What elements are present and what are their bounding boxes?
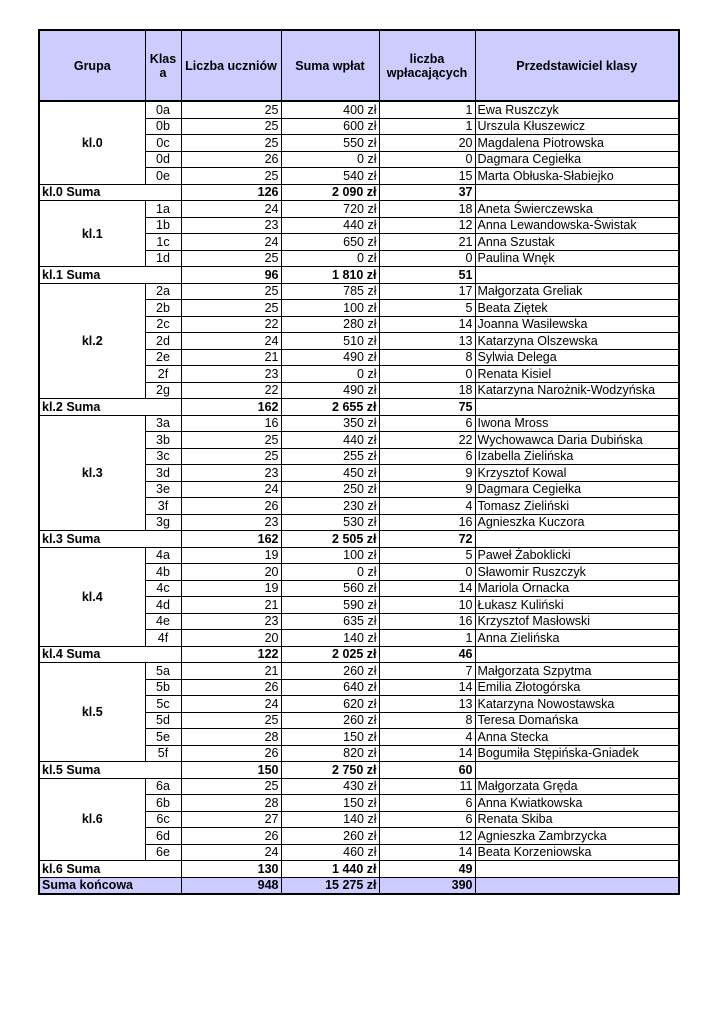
students-cell: 25	[181, 712, 281, 729]
sum-payments: 2 655 zł	[281, 399, 379, 416]
students-cell: 25	[181, 101, 281, 118]
students-cell: 25	[181, 778, 281, 795]
header-class: Klas a	[145, 30, 181, 101]
sum-payers: 72	[379, 531, 475, 548]
payments-cell: 0 zł	[281, 250, 379, 267]
class-cell: 5b	[145, 679, 181, 696]
sum-label: kl.3 Suma	[39, 531, 181, 548]
class-cell: 1b	[145, 217, 181, 234]
payers-cell: 6	[379, 415, 475, 432]
class-cell: 5c	[145, 696, 181, 713]
representative-cell: Paweł Żaboklicki	[475, 547, 679, 564]
students-cell: 26	[181, 828, 281, 845]
students-cell: 22	[181, 382, 281, 399]
students-cell: 24	[181, 844, 281, 861]
class-cell: 0e	[145, 168, 181, 185]
representative-cell: Anna Kwiatkowska	[475, 795, 679, 812]
payments-cell: 150 zł	[281, 729, 379, 746]
payments-cell: 400 zł	[281, 101, 379, 118]
payments-cell: 430 zł	[281, 778, 379, 795]
payments-cell: 560 zł	[281, 580, 379, 597]
payments-cell: 350 zł	[281, 415, 379, 432]
grand-total-row	[39, 877, 679, 894]
representative-cell: Marta Obłuska-Słabiejko	[475, 168, 679, 185]
payments-cell: 260 zł	[281, 712, 379, 729]
payments-cell: 540 zł	[281, 168, 379, 185]
group-sum-row	[39, 531, 679, 548]
representative-cell: Małgorzata Greliak	[475, 283, 679, 300]
students-cell: 26	[181, 679, 281, 696]
sum-empty	[475, 531, 679, 548]
class-cell: 5e	[145, 729, 181, 746]
total-payers: 390	[379, 877, 475, 894]
payers-cell: 8	[379, 712, 475, 729]
total-label: Suma końcowa	[39, 877, 181, 894]
payments-cell: 550 zł	[281, 135, 379, 152]
payments-cell: 100 zł	[281, 300, 379, 317]
header-representative: Przedstawiciel klasy	[475, 30, 679, 101]
payments-cell: 260 zł	[281, 828, 379, 845]
students-cell: 27	[181, 811, 281, 828]
class-cell: 6b	[145, 795, 181, 812]
payers-cell: 12	[379, 828, 475, 845]
payments-cell: 450 zł	[281, 465, 379, 482]
students-cell: 21	[181, 663, 281, 680]
representative-cell: Joanna Wasilewska	[475, 316, 679, 333]
representative-cell: Katarzyna Nowostawska	[475, 696, 679, 713]
payments-cell: 720 zł	[281, 201, 379, 218]
students-cell: 19	[181, 580, 281, 597]
class-cell: 4d	[145, 597, 181, 614]
students-cell: 26	[181, 745, 281, 762]
students-cell: 23	[181, 514, 281, 531]
payers-cell: 5	[379, 547, 475, 564]
payers-cell: 9	[379, 465, 475, 482]
class-cell: 4c	[145, 580, 181, 597]
sum-payments: 2 025 zł	[281, 646, 379, 663]
group-label: kl.3	[39, 415, 145, 531]
table-row	[39, 101, 679, 118]
representative-cell: Anna Zielińska	[475, 630, 679, 647]
class-cell: 2f	[145, 366, 181, 383]
payments-cell: 640 zł	[281, 679, 379, 696]
sum-students: 96	[181, 267, 281, 284]
payers-cell: 14	[379, 679, 475, 696]
representative-cell: Beata Korzeniowska	[475, 844, 679, 861]
table-row	[39, 663, 679, 680]
sum-students: 162	[181, 531, 281, 548]
group-sum-row	[39, 184, 679, 201]
group-label: kl.0	[39, 101, 145, 184]
header-group: Grupa	[39, 30, 145, 101]
group-sum-row	[39, 399, 679, 416]
sum-payers: 75	[379, 399, 475, 416]
representative-cell: Sławomir Ruszczyk	[475, 564, 679, 581]
payers-cell: 18	[379, 382, 475, 399]
sum-payments: 2 090 zł	[281, 184, 379, 201]
group-label: kl.5	[39, 663, 145, 762]
class-cell: 4a	[145, 547, 181, 564]
representative-cell: Emilia Złotogórska	[475, 679, 679, 696]
sum-students: 122	[181, 646, 281, 663]
representative-cell: Urszula Kłuszewicz	[475, 118, 679, 135]
total-empty	[475, 877, 679, 894]
class-cell: 0a	[145, 101, 181, 118]
payments-cell: 140 zł	[281, 630, 379, 647]
payments-cell: 255 zł	[281, 448, 379, 465]
group-label: kl.2	[39, 283, 145, 399]
sum-label: kl.2 Suma	[39, 399, 181, 416]
students-cell: 21	[181, 349, 281, 366]
group-label: kl.4	[39, 547, 145, 646]
payments-cell: 590 zł	[281, 597, 379, 614]
students-cell: 25	[181, 250, 281, 267]
payments-cell: 150 zł	[281, 795, 379, 812]
payers-cell: 14	[379, 316, 475, 333]
students-cell: 21	[181, 597, 281, 614]
students-cell: 28	[181, 795, 281, 812]
payers-cell: 20	[379, 135, 475, 152]
representative-cell: Magdalena Piotrowska	[475, 135, 679, 152]
class-cell: 3c	[145, 448, 181, 465]
sum-students: 162	[181, 399, 281, 416]
sum-label: kl.6 Suma	[39, 861, 181, 878]
representative-cell: Beata Ziętek	[475, 300, 679, 317]
students-cell: 25	[181, 118, 281, 135]
sum-payments: 1 440 zł	[281, 861, 379, 878]
students-cell: 22	[181, 316, 281, 333]
sum-label: kl.0 Suma	[39, 184, 181, 201]
payers-cell: 9	[379, 481, 475, 498]
group-sum-row	[39, 861, 679, 878]
representative-cell: Agnieszka Zambrzycka	[475, 828, 679, 845]
students-cell: 26	[181, 498, 281, 515]
students-cell: 24	[181, 696, 281, 713]
payments-cell: 440 zł	[281, 217, 379, 234]
representative-cell: Wychowawca Daria Dubińska	[475, 432, 679, 449]
students-cell: 23	[181, 366, 281, 383]
students-cell: 25	[181, 432, 281, 449]
payers-cell: 16	[379, 613, 475, 630]
representative-cell: Ewa Ruszczyk	[475, 101, 679, 118]
class-cell: 0d	[145, 151, 181, 168]
payers-cell: 6	[379, 811, 475, 828]
payers-cell: 7	[379, 663, 475, 680]
payments-cell: 620 zł	[281, 696, 379, 713]
payers-cell: 8	[379, 349, 475, 366]
payments-cell: 490 zł	[281, 349, 379, 366]
payers-cell: 21	[379, 234, 475, 251]
table-row	[39, 778, 679, 795]
sum-payers: 60	[379, 762, 475, 779]
class-cell: 3e	[145, 481, 181, 498]
sum-label: kl.5 Suma	[39, 762, 181, 779]
payers-cell: 11	[379, 778, 475, 795]
payers-cell: 15	[379, 168, 475, 185]
header-payers: liczba wpłacających	[379, 30, 475, 101]
payers-cell: 4	[379, 498, 475, 515]
students-cell: 24	[181, 201, 281, 218]
class-cell: 3g	[145, 514, 181, 531]
class-cell: 0c	[145, 135, 181, 152]
representative-cell: Paulina Wnęk	[475, 250, 679, 267]
class-cell: 2b	[145, 300, 181, 317]
class-cell: 2g	[145, 382, 181, 399]
payments-cell: 230 zł	[281, 498, 379, 515]
class-cell: 1c	[145, 234, 181, 251]
representative-cell: Renata Kisiel	[475, 366, 679, 383]
payers-cell: 0	[379, 151, 475, 168]
payments-cell: 250 zł	[281, 481, 379, 498]
sum-payers: 46	[379, 646, 475, 663]
sum-empty	[475, 762, 679, 779]
representative-cell: Małgorzata Szpytma	[475, 663, 679, 680]
payers-cell: 0	[379, 564, 475, 581]
students-cell: 24	[181, 333, 281, 350]
sum-payers: 51	[379, 267, 475, 284]
total-students: 948	[181, 877, 281, 894]
payers-cell: 1	[379, 118, 475, 135]
payments-cell: 635 zł	[281, 613, 379, 630]
payers-cell: 17	[379, 283, 475, 300]
payers-cell: 22	[379, 432, 475, 449]
payments-cell: 140 zł	[281, 811, 379, 828]
header-payments: Suma wpłat	[281, 30, 379, 101]
representative-cell: Renata Skiba	[475, 811, 679, 828]
sum-empty	[475, 861, 679, 878]
group-label: kl.1	[39, 201, 145, 267]
representative-cell: Krzysztof Masłowski	[475, 613, 679, 630]
sum-label: kl.1 Suma	[39, 267, 181, 284]
payments-cell: 440 zł	[281, 432, 379, 449]
sum-students: 150	[181, 762, 281, 779]
class-cell: 3f	[145, 498, 181, 515]
class-cell: 2c	[145, 316, 181, 333]
payments-cell: 460 zł	[281, 844, 379, 861]
payers-cell: 6	[379, 448, 475, 465]
payers-cell: 13	[379, 333, 475, 350]
payers-cell: 13	[379, 696, 475, 713]
students-cell: 24	[181, 481, 281, 498]
class-cell: 4e	[145, 613, 181, 630]
sum-empty	[475, 267, 679, 284]
representative-cell: Małgorzata Gręda	[475, 778, 679, 795]
students-cell: 20	[181, 630, 281, 647]
sum-empty	[475, 646, 679, 663]
class-cell: 3a	[145, 415, 181, 432]
table-row	[39, 415, 679, 432]
representative-cell: Aneta Świerczewska	[475, 201, 679, 218]
class-cell: 6d	[145, 828, 181, 845]
students-cell: 25	[181, 168, 281, 185]
representative-cell: Teresa Domańska	[475, 712, 679, 729]
sum-empty	[475, 184, 679, 201]
class-cell: 6e	[145, 844, 181, 861]
payments-cell: 0 zł	[281, 564, 379, 581]
group-sum-row	[39, 646, 679, 663]
payments-table	[38, 29, 680, 895]
representative-cell: Tomasz Zieliński	[475, 498, 679, 515]
class-cell: 3d	[145, 465, 181, 482]
class-cell: 4f	[145, 630, 181, 647]
class-cell: 2e	[145, 349, 181, 366]
students-cell: 28	[181, 729, 281, 746]
representative-cell: Agnieszka Kuczora	[475, 514, 679, 531]
class-cell: 2d	[145, 333, 181, 350]
payers-cell: 4	[379, 729, 475, 746]
class-cell: 5a	[145, 663, 181, 680]
sum-payments: 2 505 zł	[281, 531, 379, 548]
class-cell: 2a	[145, 283, 181, 300]
representative-cell: Anna Szustak	[475, 234, 679, 251]
sum-label: kl.4 Suma	[39, 646, 181, 663]
payers-cell: 14	[379, 745, 475, 762]
payers-cell: 18	[379, 201, 475, 218]
payments-cell: 0 zł	[281, 151, 379, 168]
payments-cell: 510 zł	[281, 333, 379, 350]
representative-cell: Bogumiła Stępińska-Gniadek	[475, 745, 679, 762]
class-cell: 1a	[145, 201, 181, 218]
students-cell: 16	[181, 415, 281, 432]
students-cell: 25	[181, 300, 281, 317]
payments-cell: 490 zł	[281, 382, 379, 399]
payments-cell: 820 zł	[281, 745, 379, 762]
payers-cell: 6	[379, 795, 475, 812]
representative-cell: Krzysztof Kowal	[475, 465, 679, 482]
payers-cell: 10	[379, 597, 475, 614]
payers-cell: 1	[379, 101, 475, 118]
class-cell: 1d	[145, 250, 181, 267]
group-label: kl.6	[39, 778, 145, 861]
sum-payments: 2 750 zł	[281, 762, 379, 779]
class-cell: 5f	[145, 745, 181, 762]
payments-cell: 260 zł	[281, 663, 379, 680]
representative-cell: Katarzyna Olszewska	[475, 333, 679, 350]
representative-cell: Łukasz Kuliński	[475, 597, 679, 614]
class-cell: 4b	[145, 564, 181, 581]
representative-cell: Dagmara Cegiełka	[475, 481, 679, 498]
payments-cell: 100 zł	[281, 547, 379, 564]
representative-cell: Iwona Mross	[475, 415, 679, 432]
sum-payments: 1 810 zł	[281, 267, 379, 284]
payments-cell: 530 zł	[281, 514, 379, 531]
payments-cell: 650 zł	[281, 234, 379, 251]
group-sum-row	[39, 762, 679, 779]
representative-cell: Izabella Zielińska	[475, 448, 679, 465]
students-cell: 23	[181, 465, 281, 482]
students-cell: 25	[181, 448, 281, 465]
header-students: Liczba uczniów	[181, 30, 281, 101]
sum-payers: 37	[379, 184, 475, 201]
class-cell: 6c	[145, 811, 181, 828]
table-row	[39, 547, 679, 564]
payments-cell: 785 zł	[281, 283, 379, 300]
representative-cell: Sylwia Delega	[475, 349, 679, 366]
payers-cell: 14	[379, 580, 475, 597]
payments-cell: 600 zł	[281, 118, 379, 135]
table-body	[39, 101, 679, 894]
payers-cell: 16	[379, 514, 475, 531]
students-cell: 19	[181, 547, 281, 564]
students-cell: 23	[181, 217, 281, 234]
representative-cell: Anna Stecka	[475, 729, 679, 746]
sum-students: 130	[181, 861, 281, 878]
students-cell: 24	[181, 234, 281, 251]
payers-cell: 0	[379, 250, 475, 267]
payers-cell: 0	[379, 366, 475, 383]
payers-cell: 1	[379, 630, 475, 647]
class-cell: 0b	[145, 118, 181, 135]
sum-payers: 49	[379, 861, 475, 878]
table-row	[39, 201, 679, 218]
payments-cell: 0 zł	[281, 366, 379, 383]
total-payments: 15 275 zł	[281, 877, 379, 894]
table-row	[39, 283, 679, 300]
representative-cell: Dagmara Cegiełka	[475, 151, 679, 168]
class-cell: 6a	[145, 778, 181, 795]
header-row	[39, 30, 679, 101]
students-cell: 20	[181, 564, 281, 581]
students-cell: 23	[181, 613, 281, 630]
sum-students: 126	[181, 184, 281, 201]
class-cell: 3b	[145, 432, 181, 449]
group-sum-row	[39, 267, 679, 284]
class-cell: 5d	[145, 712, 181, 729]
students-cell: 26	[181, 151, 281, 168]
students-cell: 25	[181, 135, 281, 152]
payers-cell: 12	[379, 217, 475, 234]
payers-cell: 14	[379, 844, 475, 861]
payments-cell: 280 zł	[281, 316, 379, 333]
representative-cell: Mariola Ornacka	[475, 580, 679, 597]
sum-empty	[475, 399, 679, 416]
representative-cell: Katarzyna Narożnik-Wodzyńska	[475, 382, 679, 399]
representative-cell: Anna Lewandowska-Świstak	[475, 217, 679, 234]
payers-cell: 5	[379, 300, 475, 317]
students-cell: 25	[181, 283, 281, 300]
